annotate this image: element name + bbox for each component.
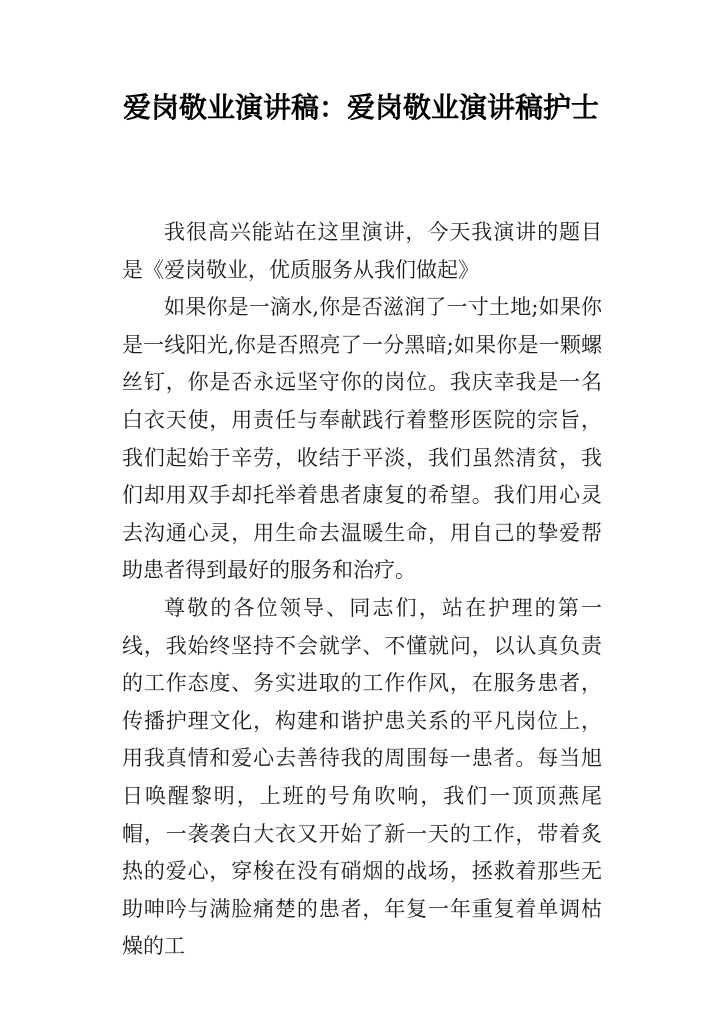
document-title: 爱岗敬业演讲稿：爱岗敬业演讲稿护士: [122, 91, 599, 124]
document-body: [122, 214, 602, 966]
paragraph-3: 尊敬的各位领导、同志们，站在护理的第一线，我始终坚持不会就学、不懂就问，以认真负责的工作态度、务实进取的工作作风，在服务患者，传播护理文化，构建和谐护患关系的平凡岗位上，用我真情和爱心去善待我的周围每一患者。每当旭日唤醒黎明，上班的号角吹响，我们一顶顶燕尾帽，一袭袭白大衣又开始了新一天的工作，带着炙热的爱心，穿梭在没有硝烟的战场，拯救着那些无助呻吟与满脸痛楚的患者，年复一年重复着单调枯燥的工: [122, 595, 602, 959]
paragraph-2: 如果你是一滴水,你是否滋润了一寸土地;如果你是一线阳光,你是否照亮了一分黑暗;如果你是一颗螺丝钉，你是否永远坚守你的岗位。我庆幸我是一名白衣天使，用责任与奉献践行着整形医院的宗旨，我们起始于辛劳，收结于平淡，我们虽然清贫，我们却用双手却托举着患者康复的希望。我们用心灵去沟通心灵，用生命去温暖生命，用自己的挚爱帮助患者得到最好的服务和治疗。: [122, 295, 602, 583]
paragraph-1: 我很高兴能站在这里演讲，今天我演讲的题目是《爱岗敬业，优质服务从我们做起》: [122, 220, 602, 282]
